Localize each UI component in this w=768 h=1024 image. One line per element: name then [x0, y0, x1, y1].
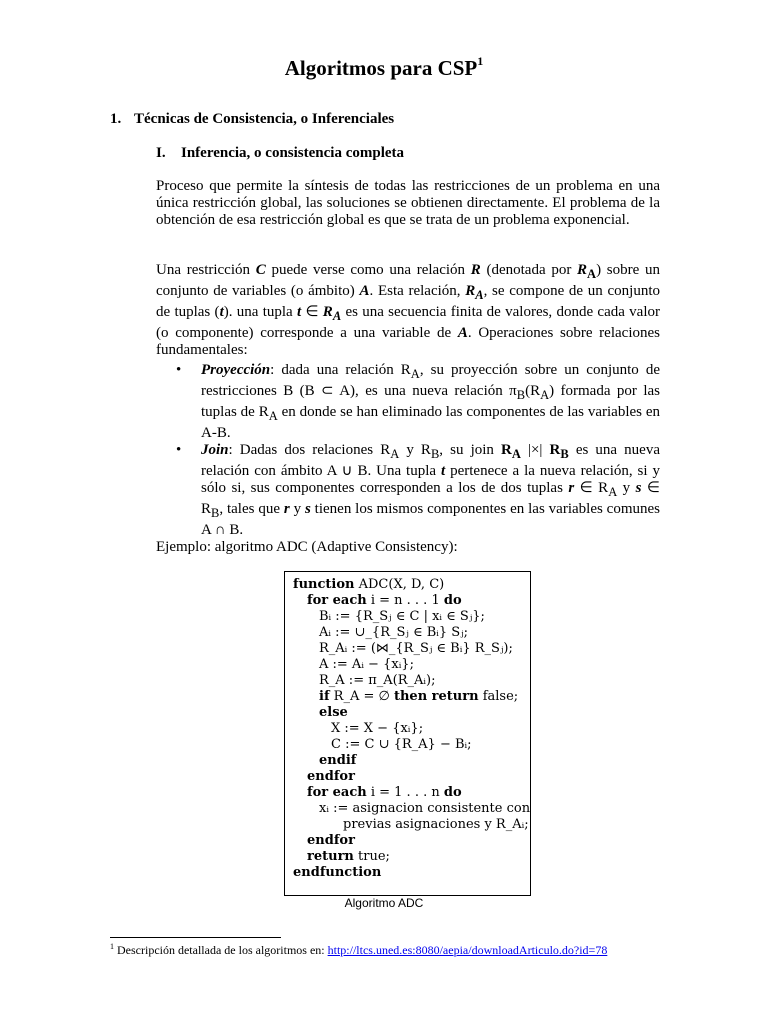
page-title: Algoritmos para CSP$^1$	[284, 54, 484, 80]
algorithm-line: A := Aᵢ − {xᵢ};	[319, 657, 414, 672]
bullet-marker: •	[176, 362, 182, 378]
example-label: Ejemplo: algoritmo ADC (Adaptive Consistency):	[156, 539, 458, 555]
algorithm-line: function ADC(X, D, C)	[293, 577, 445, 592]
algorithm-line: previas asignaciones y R_Aᵢ;	[343, 817, 529, 832]
list-item-join: • Join: Dadas dos relaciones $R_A$ y $R_B$, su join $R_A$ |×| $R_B$ es una nueva relación con ámbito A ∪ B. Una tupla t pertenece a la nueva relación, si y sólo si, sus componentes corresponden a los de dos tuplas r ∈ $R_A$ y s ∈ $R_B$, tales que r y s tienen los mismos componentes en las variables comunes A ∩ B.	[176, 442, 661, 538]
algorithm-line: C := C ∪ {R_A} − Bᵢ;	[331, 737, 472, 752]
operations-list	[176, 362, 660, 539]
bullet-marker: •	[176, 442, 182, 458]
algorithm-line: R_Aᵢ := (⋈_{R_Sⱼ ∈ Bᵢ} R_Sⱼ);	[319, 641, 513, 656]
footnote-link[interactable]: http://ltcs.uned.es:8080/aepia/downloadArticulo.do?id=78	[327, 943, 608, 957]
algorithm-line: return true;	[307, 849, 390, 864]
algorithm-line: X := X − {xᵢ};	[331, 721, 424, 736]
algorithm-line: for each i = 1 . . . n do	[307, 785, 462, 800]
algorithm-line: xᵢ := asignacion consistente con	[319, 801, 531, 816]
footnote-mark: 1	[110, 942, 114, 951]
algorithm-line: endfunction	[293, 865, 382, 880]
algorithm-line: R_A := π_A(R_Aᵢ);	[319, 673, 436, 688]
algorithm-line: Bᵢ := {R_Sⱼ ∈ C | xᵢ ∈ Sⱼ};	[319, 609, 485, 624]
algorithm-caption: Algoritmo ADC	[344, 896, 424, 910]
algorithm-line: endfor	[307, 769, 355, 784]
algorithm-line: endif	[319, 753, 357, 768]
algorithm-line: for each i = n . . . 1 do	[307, 593, 462, 608]
footnote-divider	[110, 937, 281, 938]
list-item-projection: • Proyección: dada una relación $R_A$, su proyección sobre un conjunto de restricciones B (B ⊂ A), es una nueva relación $\pi_B(R_A)$ formada por las tuplas de $R_A$ en donde se han eliminado las componentes de las variables en A-B.	[176, 362, 660, 441]
algorithm-line: if R_A = ∅ then return false;	[319, 689, 519, 704]
algorithm-box	[284, 571, 531, 896]
paragraph-1: Proceso que permite la síntesis de todas las restricciones de un problema en una única restricción global, las soluciones se obtienen directamente. El problema de la obtención de esa restricción global es que se trata de un problema exponencial.	[156, 178, 660, 228]
paragraph-2: Una restricción C puede verse como una relación R (denotada por $R_A$) sobre un conjunto de variables (o ámbito) A. Esta relación, $R_A$, se compone de un conjunto de tuplas (t). una tupla t ∈ $R_A$ es una secuencia finita de valores, donde cada valor (o componente) corresponde a una variable de A. Operaciones sobre relaciones fundamentales:	[156, 262, 660, 358]
algorithm-line: else	[319, 705, 348, 720]
algorithm-line: Aᵢ := ∪_{R_Sⱼ ∈ Bᵢ} Sⱼ;	[319, 625, 469, 640]
subsection-heading: I. Inferencia, o consistencia completa	[156, 145, 405, 161]
algorithm-line: endfor	[307, 833, 355, 848]
footnote: $^1$ Descripción detallada de los algoritmos en: http://ltcs.uned.es:8080/aepia/downloadArticulo.do?id=78	[110, 942, 608, 957]
section-heading: 1. Técnicas de Consistencia, o Inferenciales	[110, 111, 395, 127]
title-footnote-mark: 1	[477, 54, 484, 68]
